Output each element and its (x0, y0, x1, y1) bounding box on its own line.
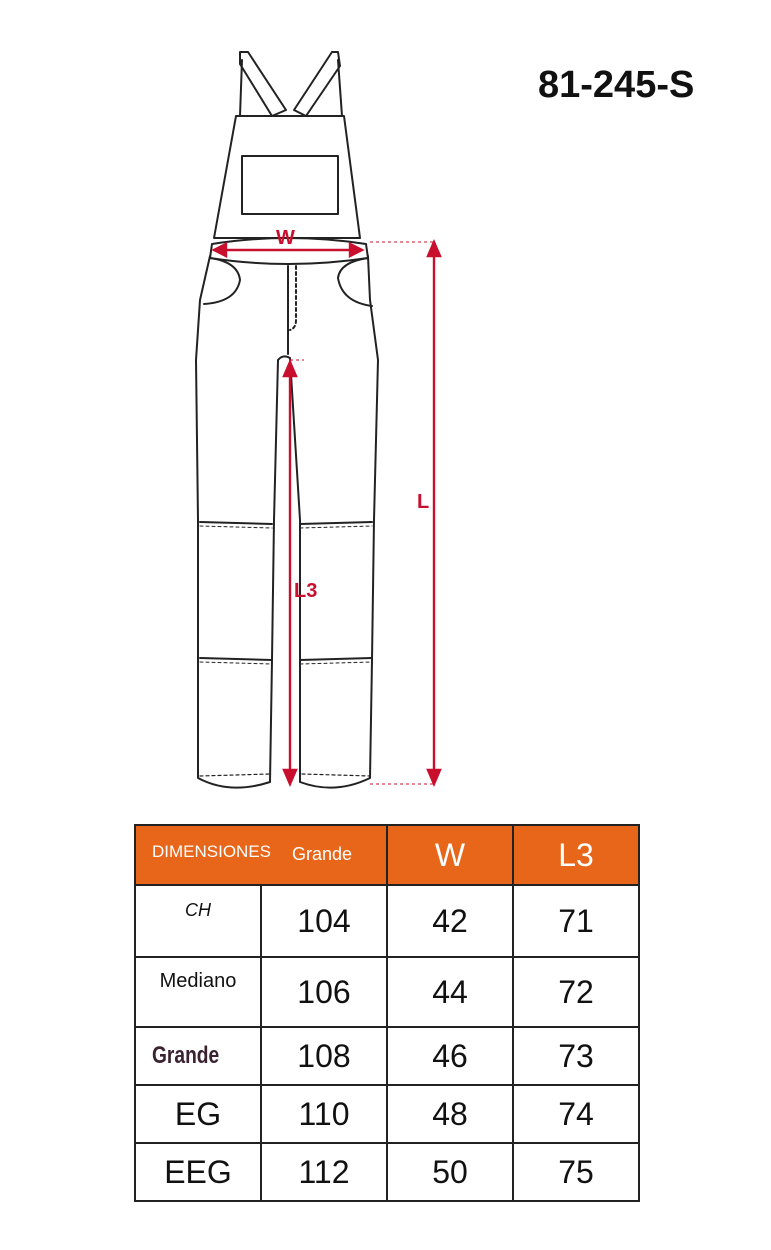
length-label: L (417, 491, 430, 513)
dim-value: 104 (261, 885, 387, 957)
size-name-cell (135, 1027, 261, 1085)
product-code: 81-245-S (538, 64, 695, 106)
dim-value: 106 (261, 957, 387, 1027)
l3-value: 75 (513, 1143, 639, 1201)
table-row (135, 885, 639, 957)
dim-value: 108 (261, 1027, 387, 1085)
size-name: EEG (135, 1143, 261, 1201)
inseam-label: L3 (294, 580, 318, 602)
w-value: 50 (387, 1143, 513, 1201)
size-name: EG (135, 1085, 261, 1143)
header-dimensions (135, 825, 387, 885)
w-value: 48 (387, 1085, 513, 1143)
bib-pocket (242, 156, 338, 214)
header-l3: L3 (513, 825, 639, 885)
right-strap (294, 52, 340, 116)
w-value: 44 (387, 957, 513, 1027)
width-label: W (276, 227, 295, 249)
header-dimensions-label: DIMENSIONES (152, 842, 272, 861)
dim-value: 110 (261, 1085, 387, 1143)
size-name: Mediano (135, 957, 261, 1027)
l3-value: 73 (513, 1027, 639, 1085)
l3-value: 71 (513, 885, 639, 957)
size-name: Grande (151, 1042, 220, 1069)
table-row (135, 1027, 639, 1085)
size-table (134, 824, 640, 1202)
header-grande-label: Grande (292, 844, 353, 864)
table-header-row (135, 825, 639, 885)
l3-value: 72 (513, 957, 639, 1027)
table-row (135, 1085, 639, 1143)
w-value: 46 (387, 1027, 513, 1085)
l3-value: 74 (513, 1085, 639, 1143)
table-row (135, 1143, 639, 1201)
table-row (135, 957, 639, 1027)
left-strap (240, 52, 286, 116)
dim-value: 112 (261, 1143, 387, 1201)
header-w: W (387, 825, 513, 885)
w-value: 42 (387, 885, 513, 957)
size-name: CH (135, 885, 261, 957)
